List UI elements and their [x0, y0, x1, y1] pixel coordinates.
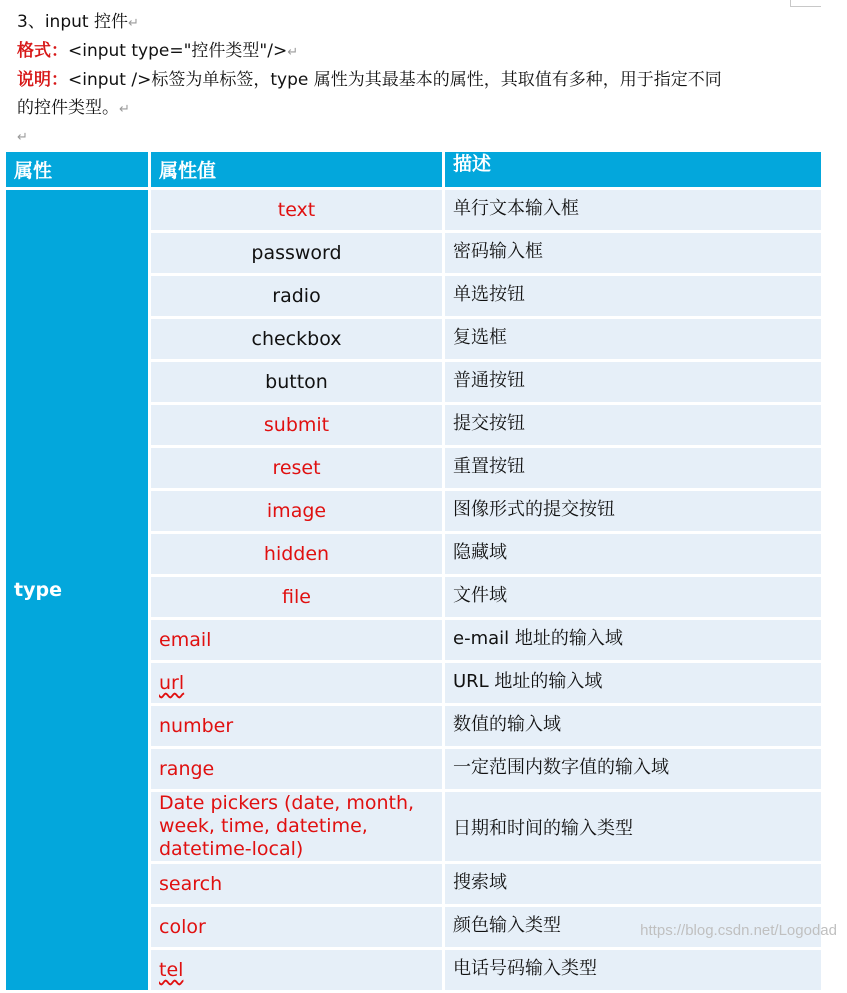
return-mark: ↵ [127, 16, 139, 31]
attribute-value-cell: tel [151, 950, 445, 993]
description-cell: 密码输入框 [445, 233, 821, 276]
attribute-value-cell: Date pickers (date, month, week, time, datetime, datetime-local) [151, 792, 445, 864]
description-cell: 隐藏域 [445, 534, 821, 577]
section-title-line [17, 12, 139, 34]
page-corner-mark [790, 0, 821, 7]
attribute-value-cell: url [151, 663, 445, 706]
description-text-2: 的控件类型。 [17, 98, 119, 118]
description-line-1 [17, 70, 722, 90]
description-cell: 图像形式的提交按钮 [445, 491, 821, 534]
attribute-value-cell: file [151, 577, 445, 620]
description-cell: 单行文本输入框 [445, 190, 821, 233]
description-text-1: <input />标签为单标签，type 属性为其最基本的属性，其取值有多种，用于指定不同 [68, 70, 722, 90]
input-types-table [6, 152, 821, 993]
watermark: https://blog.csdn.net/Logodad [640, 922, 837, 939]
description-cell: 单选按钮 [445, 276, 821, 319]
attribute-value-cell: color [151, 907, 445, 950]
description-cell: 颜色输入类型 [445, 907, 821, 950]
section-title: 3、input 控件 [17, 12, 128, 32]
return-mark: ↵ [119, 102, 130, 117]
attribute-value-cell: image [151, 491, 445, 534]
header-description: 描述 [445, 152, 821, 190]
empty-paragraph [17, 126, 28, 148]
description-label: 说明： [17, 70, 68, 90]
attribute-value-cell: button [151, 362, 445, 405]
description-cell: URL 地址的输入域 [445, 663, 821, 706]
description-cell: 文件域 [445, 577, 821, 620]
description-cell: 电话号码输入类型 [445, 950, 821, 993]
attribute-value-cell: range [151, 749, 445, 792]
description-cell: 一定范围内数字值的输入域 [445, 749, 821, 792]
attribute-value-cell: checkbox [151, 319, 445, 362]
description-line-2 [17, 98, 130, 120]
attribute-value-cell: email [151, 620, 445, 663]
description-cell: e-mail 地址的输入域 [445, 620, 821, 663]
description-cell: 搜索域 [445, 864, 821, 907]
attribute-value-cell: reset [151, 448, 445, 491]
table-header-row [6, 152, 821, 190]
attribute-cell: type [6, 190, 151, 993]
attribute-value-cell: radio [151, 276, 445, 319]
return-mark: ↵ [17, 130, 28, 145]
attribute-value-cell: submit [151, 405, 445, 448]
format-label: 格式： [17, 41, 68, 61]
format-code: <input type="控件类型"/> [68, 41, 288, 61]
attribute-value-cell: password [151, 233, 445, 276]
description-cell: 提交按钮 [445, 405, 821, 448]
attribute-value-cell: search [151, 864, 445, 907]
header-attribute: 属性 [6, 152, 151, 190]
description-cell: 复选框 [445, 319, 821, 362]
header-value: 属性值 [151, 152, 445, 190]
attribute-value-cell: text [151, 190, 445, 233]
attribute-value-cell: number [151, 706, 445, 749]
description-cell: 数值的输入域 [445, 706, 821, 749]
table-row [6, 190, 821, 233]
format-line [17, 41, 298, 63]
attribute-value-cell: hidden [151, 534, 445, 577]
description-cell: 重置按钮 [445, 448, 821, 491]
description-cell: 普通按钮 [445, 362, 821, 405]
description-cell: 日期和时间的输入类型 [445, 792, 821, 864]
return-mark: ↵ [287, 45, 299, 60]
